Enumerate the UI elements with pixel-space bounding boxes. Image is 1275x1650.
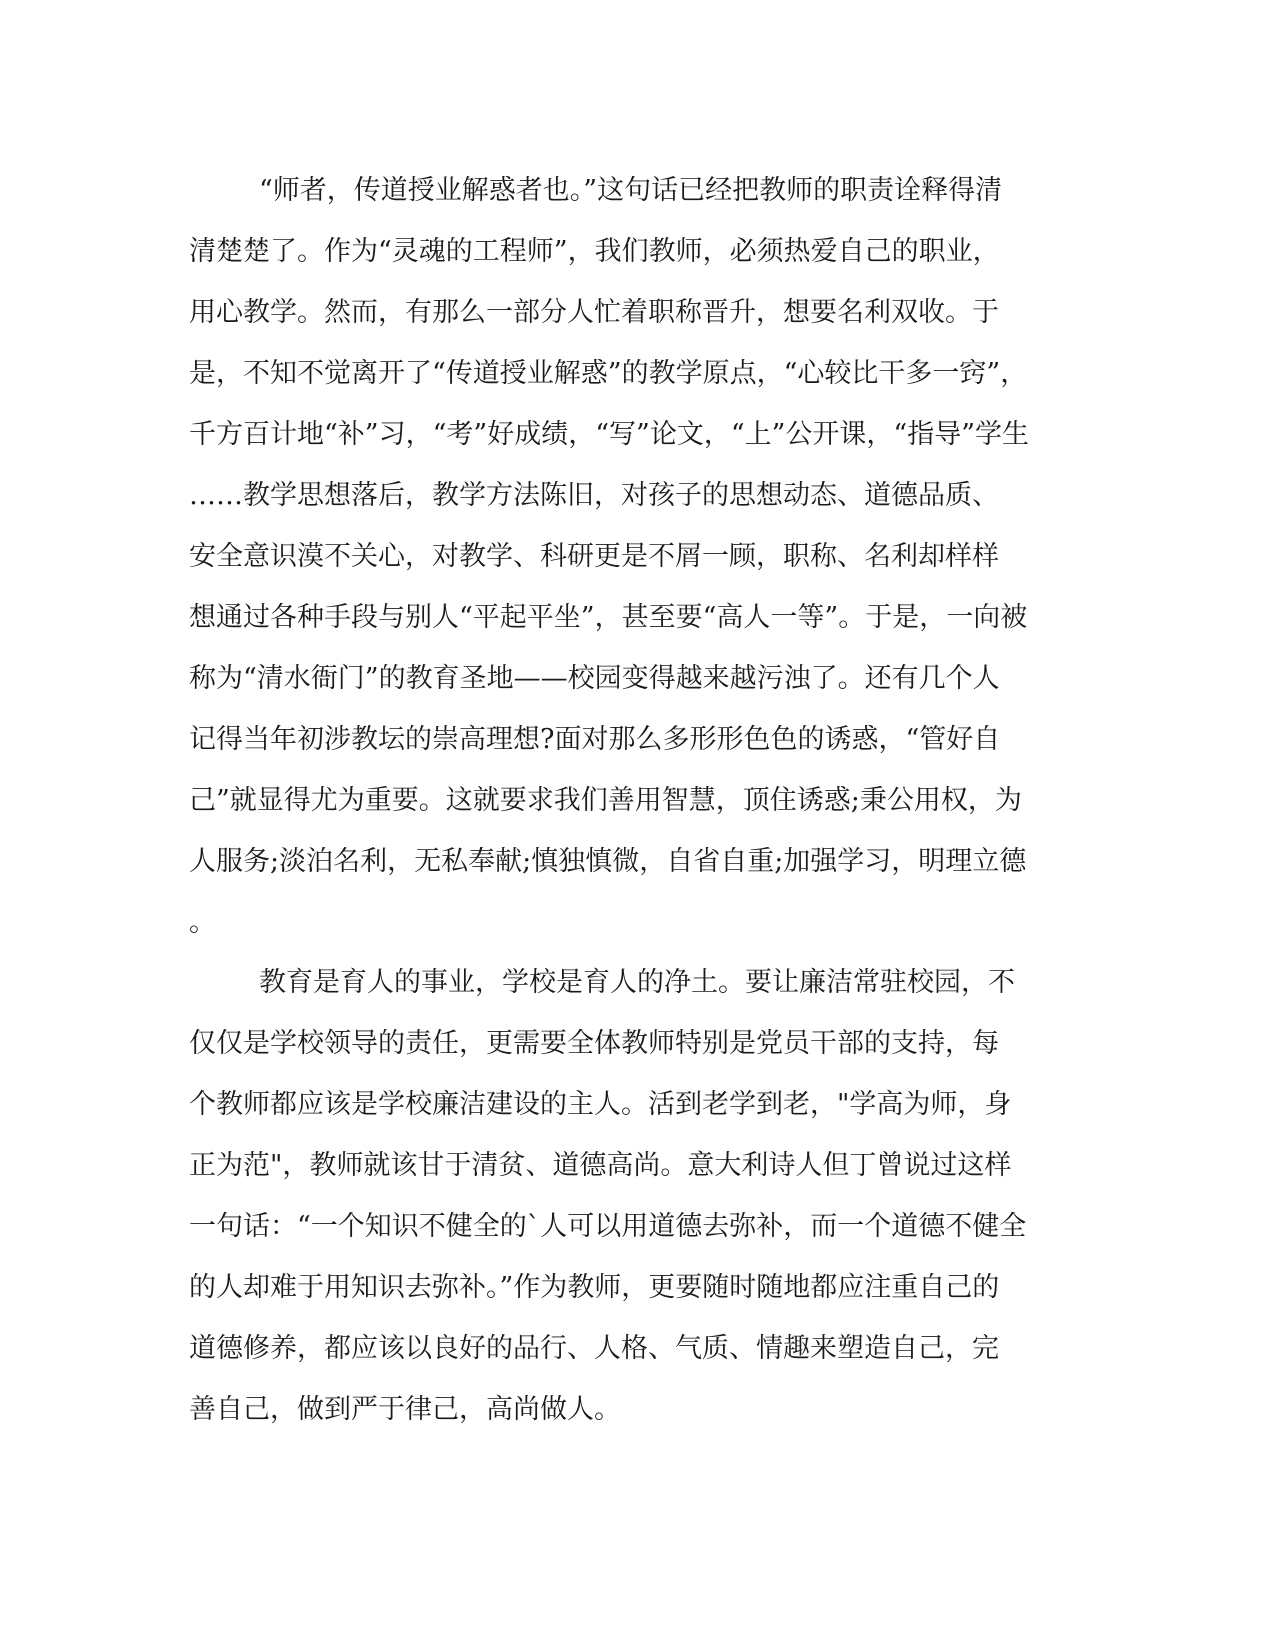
text-line: 记得当年初涉教坛的崇高理想?面对那么多形形色色的诱惑，“管好自: [189, 724, 1001, 755]
text-line: 道德修养，都应该以良好的品行、人格、气质、情趣来塑造自己，完: [189, 1333, 999, 1364]
text-line: 用心教学。然而，有那么一部分人忙着职称晋升，想要名利双收。于: [189, 297, 999, 328]
text-line: 安全意识漠不关心，对教学、科研更是不屑一顾，职称、名利却样样: [189, 541, 999, 572]
text-line: 己”就显得尤为重要。这就要求我们善用智慧，顶住诱惑;秉公用权，为: [189, 785, 1022, 816]
text-line: 教育是育人的事业，学校是育人的净土。要让廉洁常驻校园，不: [259, 967, 1015, 998]
text-line: 个教师都应该是学校廉洁建设的主人。活到老学到老，"学高为师，身: [189, 1089, 1012, 1120]
text-line: ……教学思想落后，教学方法陈旧，对孩子的思想动态、道德品质、: [189, 480, 999, 511]
text-line: 仅仅是学校领导的责任，更需要全体教师特别是党员干部的支持，每: [189, 1028, 999, 1059]
text-line: 是，不知不觉离开了“传道授业解惑”的教学原点，“心较比干多一窍”，: [189, 358, 1028, 389]
text-line: 。: [189, 907, 216, 938]
text-line: 清楚楚了。作为“灵魂的工程师”，我们教师，必须热爱自己的职业，: [189, 236, 1000, 267]
paragraph-1: [189, 160, 1089, 953]
text-line: “师者，传道授业解惑者也。”这句话已经把教师的职责诠释得清: [259, 175, 1003, 206]
text-line: 想通过各种手段与别人“平起平坐”，甚至要“高人一等”。于是，一向被: [189, 602, 1028, 633]
paragraph-2: [189, 952, 1089, 1440]
text-line: 的人却难于用知识去弥补。”作为教师，更要随时随地都应注重自己的: [189, 1272, 1000, 1303]
text-line: 千方百计地“补”习，“考”好成绩，“写”论文，“上”公开课，“指导”学生: [189, 419, 1030, 450]
text-line: 善自己，做到严于律己，高尚做人。: [189, 1394, 621, 1425]
text-line: 称为“清水衙门”的教育圣地——校园变得越来越污浊了。还有几个人: [189, 663, 1000, 694]
text-line: 一句话：“一个知识不健全的`人可以用道德去弥补，而一个道德不健全: [189, 1211, 1027, 1242]
text-line: 正为范"，教师就该甘于清贫、道德高尚。意大利诗人但丁曾说过这样: [189, 1150, 1012, 1181]
text-line: 人服务;淡泊名利，无私奉献;慎独慎微，自省自重;加强学习，明理立德: [189, 846, 1027, 877]
